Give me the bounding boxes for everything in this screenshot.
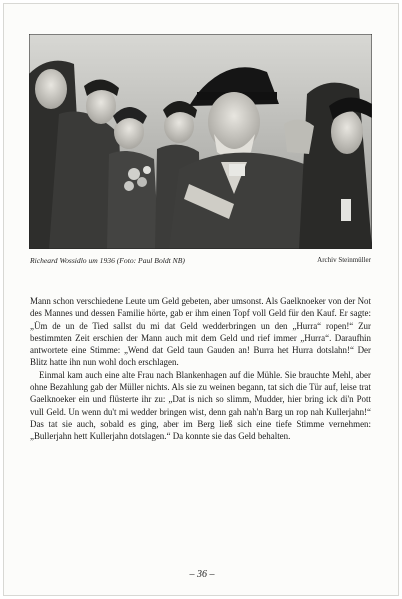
paragraph: Mann schon verschiedene Leute um Geld gebeten, aber umsonst. Als Gaelknoeker von der Not des Mannes und dessen Familie hörte, gab er ihm einen Topf voll Geld für den Kauf. Er sagte: „Üm de un de Tied sallst du mi dat Geld wedderbringen un den „Hurra“ ropen!“ Zur bestimmten Zeit erschien der Mann auch mit dem Geld und rief immer „Hurra“. Daraufhin antwortete eine Stimme: „Wend dat Geld taun Gauden an! Burra het Hurra dotslahn!“ Der Blitz hatte ihn nun wohl doch erschlagen. (30, 296, 371, 368)
photo-illustration (29, 34, 372, 249)
book-page (3, 3, 399, 596)
figure-caption (30, 256, 371, 268)
paragraph: Einmal kam auch eine alte Frau nach Blankenhagen auf die Mühle. Sie brauchte Mehl, aber ohne Bezahlung gab der Müller nichts. Als sie zu weinen begann, tat sich die Tür auf, leise trat Gaelknoeker ein und flüsterte ihr zu: „Dat is nich so slimm, Mudder, hier bring ick di'n Pott vull Geld. Un wenn du't mi wedder bringen wist, denn gah nah'n Barg un rop nah Kullerjahn!“ Das tat sie auch, sobald es ging, aber im Berg ließ sich eine tiefe Stimme vernehmen: „Bullerjahn hett Kullerjahn dotslagen.“ Da konnte sie das Geld behalten. (30, 369, 371, 442)
caption-text: Richeard Wossidlo um 1936 (Foto: Paul Boldt NB) (30, 256, 185, 265)
historical-photo (29, 34, 372, 249)
photo-credit: Archiv Steinmüller (317, 256, 371, 264)
page-number: – 36 – (189, 569, 215, 580)
body-text (30, 295, 371, 443)
